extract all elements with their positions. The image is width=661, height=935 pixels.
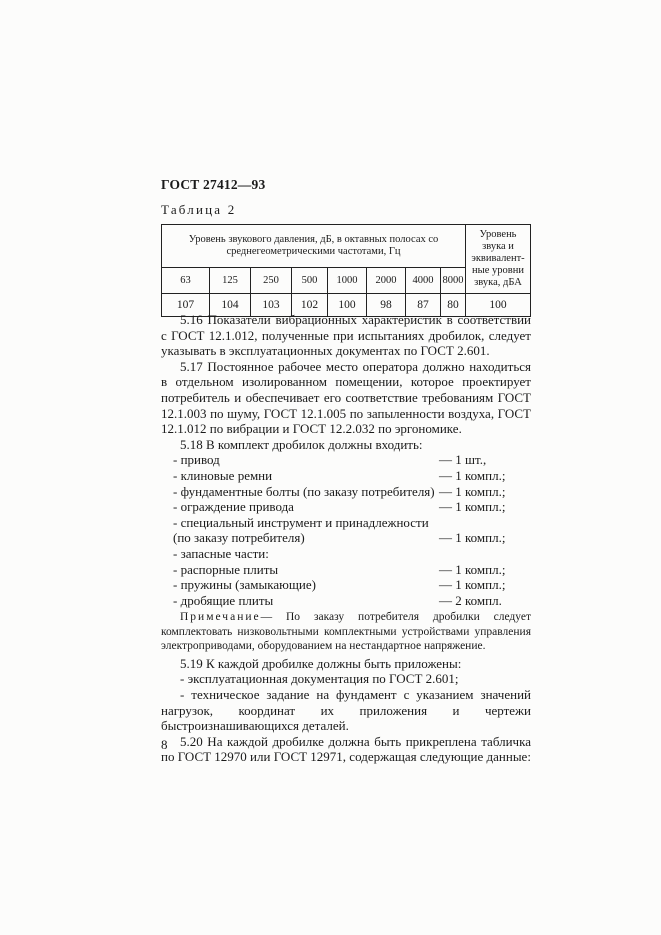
frequency-cell: 1000 — [328, 268, 367, 294]
value-cell: 103 — [251, 294, 292, 317]
attach-item: - техническое задание на фундамент с указанием значений нагрузок, координат их приложения и чертежи быстроизнашивающихся деталей. — [161, 686, 531, 734]
value-cell: 107 — [162, 294, 210, 317]
noise-levels-table — [161, 224, 531, 317]
paragraph-5-20: 5.20 На каждой дробилке должна быть прикреплена табличка по ГОСТ 12970 или ГОСТ 12971, содержащая следующие данные: — [161, 733, 531, 765]
kit-list — [161, 452, 531, 608]
item-name: - клиновые ремни — [173, 467, 273, 483]
note — [161, 610, 531, 654]
list-item — [161, 452, 531, 468]
frequency-cell: 63 — [162, 268, 210, 294]
page-number: 8 — [161, 737, 168, 752]
item-name: - дробящие плиты — [173, 592, 274, 608]
list-item — [161, 530, 531, 546]
item-qty: — 1 компл.; — [439, 467, 506, 483]
body-text — [161, 312, 531, 765]
item-name: (по заказу потребителя) — [173, 530, 305, 546]
paragraph-5-16: 5.16 Показатели вибрационных характеристик в соответствии с ГОСТ 12.1.012, полученные при испытаниях дробилок, следует указывать в эксплуатационных документах по ГОСТ 2.601. — [161, 312, 531, 359]
list-item — [161, 515, 531, 531]
item-qty: — 1 компл.; — [439, 561, 506, 577]
paragraph-5-17: 5.17 Постоянное рабочее место оператора должно находиться в отдельном изолированном помещении, которое проектирует потребитель и обеспечивает его соответствие требованиям ГОСТ 12.1.003 по шуму, ГОСТ 12.1.005 по запыленности воздуха, ГОСТ 12.1.012 по вибрации и ГОСТ 12.2.032 по эргономике. — [161, 358, 531, 437]
item-qty — [439, 546, 517, 562]
frequency-cell: 125 — [210, 268, 251, 294]
document-header: ГОСТ 27412—93 — [161, 177, 266, 192]
frequency-cell: 500 — [292, 268, 328, 294]
table-header-side: Уровень звука и эквивалент-ные уровни звука, дБА — [466, 225, 531, 294]
attach-item: - эксплуатационная документация по ГОСТ 2.601; — [180, 671, 459, 687]
value-cell-total: 100 — [466, 294, 531, 317]
frequency-cell: 250 — [251, 268, 292, 294]
list-item — [161, 593, 531, 609]
paragraph-5-19: 5.19 К каждой дробилке должны быть приложены: — [180, 655, 462, 671]
frequency-cell: 2000 — [367, 268, 406, 294]
value-cell: 87 — [406, 294, 441, 317]
item-name: - пружины (замыкающие) — [173, 577, 316, 593]
item-qty: — 2 компл. — [439, 592, 502, 608]
item-name: - привод — [173, 452, 220, 468]
item-name: - специальный инструмент и принадлежности — [173, 514, 429, 530]
note-text: — По заказу потребителя дробилки следует комплектовать низковольтными комплектными устройствами управления электроприводами, оборудованием на нестандартное напряжение. — [161, 611, 531, 653]
list-item — [161, 484, 531, 500]
value-cell: 98 — [367, 294, 406, 317]
item-name: - фундаментные болты (по заказу потребителя) — [173, 483, 435, 499]
value-cell: 100 — [328, 294, 367, 317]
item-qty — [439, 515, 517, 531]
list-item — [161, 562, 531, 578]
table-header-main: Уровень звукового давления, дБ, в октавных полосах со среднегеометрическими частотами, Гц — [162, 225, 466, 268]
list-item — [161, 577, 531, 593]
frequency-cell: 8000 — [441, 268, 466, 294]
list-item — [161, 499, 531, 515]
list-item — [161, 468, 531, 484]
item-qty: — 1 шт., — [439, 452, 487, 468]
item-qty: — 1 компл.; — [439, 577, 506, 593]
item-name: - запасные части: — [173, 545, 269, 561]
item-qty: — 1 компл.; — [439, 499, 506, 515]
item-name: - ограждение привода — [173, 499, 294, 515]
note-label: Примечание — [180, 611, 261, 624]
value-cell: 102 — [292, 294, 328, 317]
frequency-cell: 4000 — [406, 268, 441, 294]
table-title: Таблица 2 — [161, 202, 237, 217]
list-item — [161, 546, 531, 562]
item-name: - распорные плиты — [173, 561, 279, 577]
paragraph-5-18: 5.18 В комплект дробилок должны входить: — [180, 436, 423, 452]
item-qty: — 1 компл.; — [439, 530, 506, 546]
item-qty: — 1 компл.; — [439, 483, 506, 499]
value-cell: 104 — [210, 294, 251, 317]
value-cell: 80 — [441, 294, 466, 317]
